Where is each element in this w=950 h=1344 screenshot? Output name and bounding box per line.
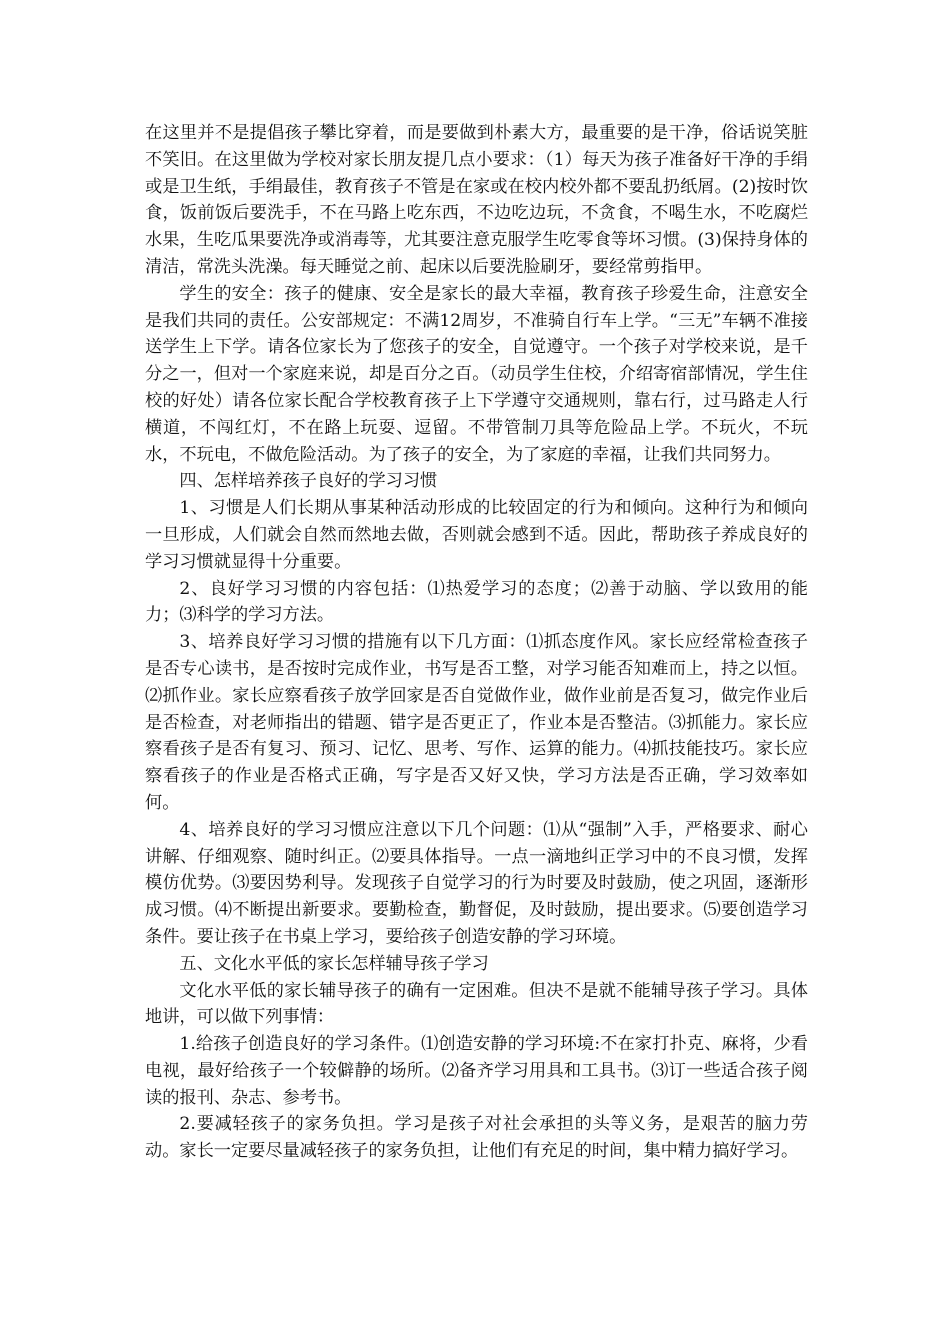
document-body: [145, 120, 808, 1165]
section-heading-low-education-parents: 五、文化水平低的家长怎样辅导孩子学习: [179, 953, 489, 974]
paragraph-habit-content: 2、良好学习习惯的内容包括：⑴热爱学习的态度；⑵善于动脑、学以致用的能力；⑶科学的学习方法。: [145, 578, 808, 626]
section-heading-study-habits: 四、怎样培养孩子良好的学习习惯: [179, 471, 438, 492]
paragraph-habit-definition: 1、习惯是人们长期从事某种活动形成的比较固定的行为和倾向。这种行为和倾向一旦形成，人们就会自然而然地去做，否则就会感到不适。因此，帮助孩子养成良好的学习习惯就显得十分重要。: [145, 498, 808, 572]
paragraph-habit-notes: 4、培养良好的学习习惯应注意以下几个问题：⑴从“强制”入手，严格要求、耐心讲解、仔细观察、随时纠正。⑵要具体指导。一点一滴地纠正学习中的不良习惯，发挥模仿优势。⑶要因势利导。发现孩子自觉学习的行为时要及时鼓励，使之巩固，逐渐形成习惯。⑷不断提出新要求。要勤检查，勤督促，及时鼓励，提出要求。⑸要创造学习条件。要让孩子在书桌上学习，要给孩子创造安静的学习环境。: [145, 819, 808, 947]
paragraph-habit-measures: 3、培养良好学习习惯的措施有以下几方面：⑴抓态度作风。家长应经常检查孩子是否专心读书，是否按时完成作业，书写是否工整，对学习能否知难而上，持之以恒。⑵抓作业。家长应察看孩子放学回家是否自觉做作业，做作业前是否复习，做完作业后是否检查，对老师指出的错题、错字是否更正了，作业本是否整洁。⑶抓能力。家长应察看孩子是否有复习、预习、记忆、思考、写作、运算的能力。⑷抓技能技巧。家长应察看孩子的作业是否格式正确，写字是否又好又快，学习方法是否正确，学习效率如何。: [145, 632, 808, 813]
paragraph-learning-conditions: 1.给孩子创造良好的学习条件。⑴创造安静的学习环境:不在家打扑克、麻将，少看电视，最好给孩子一个较僻静的场所。⑵备齐学习用具和工具书。⑶订一些适合孩子阅读的报刊、杂志、参考书。: [145, 1034, 808, 1108]
paragraph-low-education-intro: 文化水平低的家长辅导孩子的确有一定困难。但决不是就不能辅导孩子学习。具体地讲，可以做下列事情：: [145, 980, 808, 1028]
paragraph-reduce-chores: 2.要减轻孩子的家务负担。学习是孩子对社会承担的头等义务，是艰苦的脑力劳动。家长一定要尽量减轻孩子的家务负担，让他们有充足的时间，集中精力搞好学习。: [145, 1114, 808, 1162]
paragraph-safety: 学生的安全：孩子的健康、安全是家长的最大幸福，教育孩子珍爱生命，注意安全是我们共同的责任。公安部规定：不满12周岁，不准骑自行车上学。“三无”车辆不准接送学生上下学。请各位家长为了您孩子的安全，自觉遵守。一个孩子对学校来说，是千分之一，但对一个家庭来说，却是百分之百。（动员学生住校，介绍寄宿部情况，学生住校的好处）请各位家长配合学校教育孩子上下学遵守交通规则，靠右行，过马路走人行横道，不闯红灯，不在路上玩耍、逗留。不带管制刀具等危险品上学。不玩火，不玩水，不玩电，不做危险活动。为了孩子的安全，为了家庭的幸福，让我们共同努力。: [145, 283, 808, 465]
paragraph-hygiene: 在这里并不是提倡孩子攀比穿着，而是要做到朴素大方，最重要的是干净，俗话说笑脏不笑旧。在这里做为学校对家长朋友提几点小要求：（1）每天为孩子准备好干净的手绢或是卫生纸，手绢最佳，教育孩子不管是在家或在校内校外都不要乱扔纸屑。(2)按时饮食，饭前饭后要洗手，不在马路上吃东西，不边吃边玩，不贪食，不喝生水，不吃腐烂水果，生吃瓜果要洗净或消毒等，尤其要注意克服学生吃零食等坏习惯。(3)保持身体的清洁，常洗头洗澡。每天睡觉之前、起床以后要洗脸刷牙，要经常剪指甲。: [145, 123, 808, 277]
